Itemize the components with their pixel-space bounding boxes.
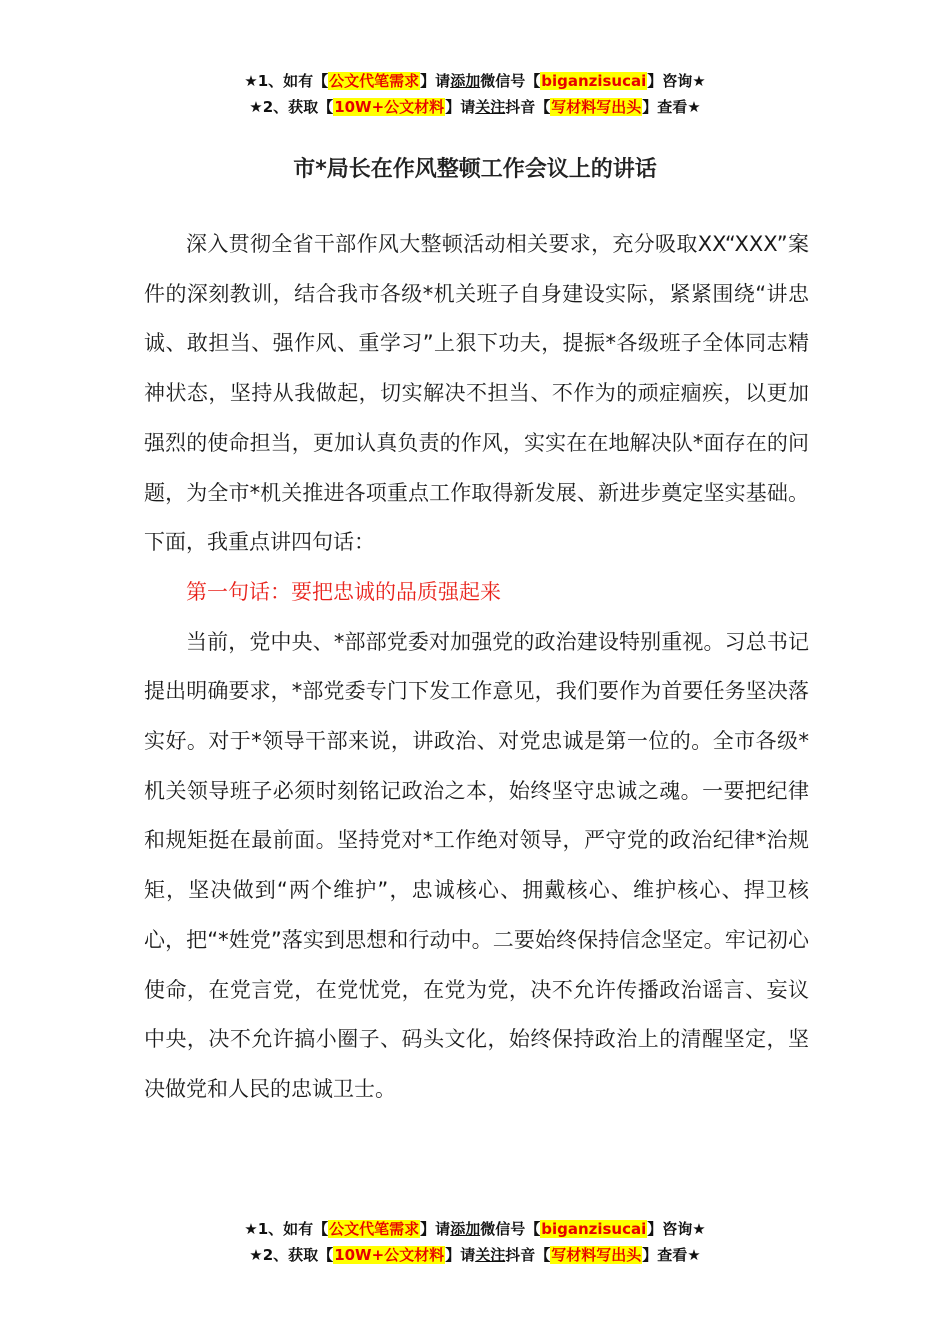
promo-text: 】查看★ <box>642 1246 701 1264</box>
promo-text: 】请 <box>420 1220 451 1238</box>
promo-banner-bottom <box>0 1216 950 1268</box>
promo-text: 】查看★ <box>642 98 701 116</box>
promo-text: ★1、如有【 <box>244 72 329 90</box>
paragraph-intro: 深入贯彻全省干部作风大整顿活动相关要求，充分吸取XX“XXX”案件的深刻教训，结合我市各级*机关班子自身建设实际，紧紧围绕“讲忠诚、敢担当、强作风、重学习”上狠下功夫，提振*各级班子全体同志精神状态，坚持从我做起，切实解决不担当、不作为的顽症痼疾，以更加强烈的使命担当，更加认真负责的作风，实实在在地解决队*面存在的问题，为全市*机关推进各项重点工作取得新发展、新进步奠定坚实基础。下面，我重点讲四句话： <box>144 232 809 555</box>
promo-underlined: 关注 <box>475 1246 506 1264</box>
promo-line-1 <box>0 68 950 94</box>
promo-wechat-id: biganzisucai <box>541 72 647 90</box>
promo-douyin-account: 写材料写出头 <box>551 98 642 116</box>
paragraph-section-1: 当前，党中央、*部部党委对加强党的政治建设特别重视。习总书记提出明确要求，*部党委专门下发工作意见，我们要作为首要任务坚决落实好。对于*领导干部来说，讲政治、对党忠诚是第一位的。全市各级*机关领导班子必须时刻铭记政治之本，始终坚守忠诚之魂。一要把纪律和规矩挺在最前面。坚持党对*工作绝对领导，严守党的政治纪律*治规矩，坚决做到“两个维护”，忠诚核心、拥戴核心、维护核心、捍卫核心，把“*姓党”落实到思想和行动中。二要始终保持信念坚定。牢记初心使命，在党言党，在党忧党，在党为党，决不允许传播政治谣言、妄议中央，决不允许搞小圈子、码头文化，始终保持政治上的清醒坚定，坚决做党和人民的忠诚卫士。 <box>144 629 809 1101</box>
promo-text: ★2、获取【 <box>249 98 334 116</box>
promo-text: 抖音【 <box>505 98 551 116</box>
promo-text: 微信号【 <box>480 72 541 90</box>
promo-highlight: 10W+公文材料 <box>334 98 445 116</box>
promo-line-2 <box>0 1242 950 1268</box>
promo-underlined: 添加 <box>450 1220 481 1238</box>
promo-text: 】咨询★ <box>647 1220 706 1238</box>
promo-text: 抖音【 <box>505 1246 551 1264</box>
document-body <box>144 220 809 1115</box>
promo-text: ★2、获取【 <box>249 1246 334 1264</box>
promo-highlight: 公文代笔需求 <box>329 1220 420 1238</box>
promo-line-1 <box>0 1216 950 1242</box>
promo-douyin-account: 写材料写出头 <box>551 1246 642 1264</box>
promo-text: 】咨询★ <box>647 72 706 90</box>
promo-underlined: 添加 <box>450 72 481 90</box>
promo-text: 】请 <box>420 72 451 90</box>
section-heading-1: 第一句话：要把忠诚的品质强起来 <box>186 579 501 604</box>
promo-highlight: 10W+公文材料 <box>334 1246 445 1264</box>
promo-banner-top <box>0 68 950 120</box>
promo-highlight: 公文代笔需求 <box>329 72 420 90</box>
promo-text: 微信号【 <box>480 1220 541 1238</box>
document-title: 市*局长在作风整顿工作会议上的讲话 <box>293 157 657 182</box>
promo-line-2 <box>0 94 950 120</box>
promo-text: 】请 <box>445 1246 476 1264</box>
promo-text: ★1、如有【 <box>244 1220 329 1238</box>
promo-text: 】请 <box>445 98 476 116</box>
promo-wechat-id: biganzisucai <box>541 1220 647 1238</box>
promo-underlined: 关注 <box>475 98 506 116</box>
